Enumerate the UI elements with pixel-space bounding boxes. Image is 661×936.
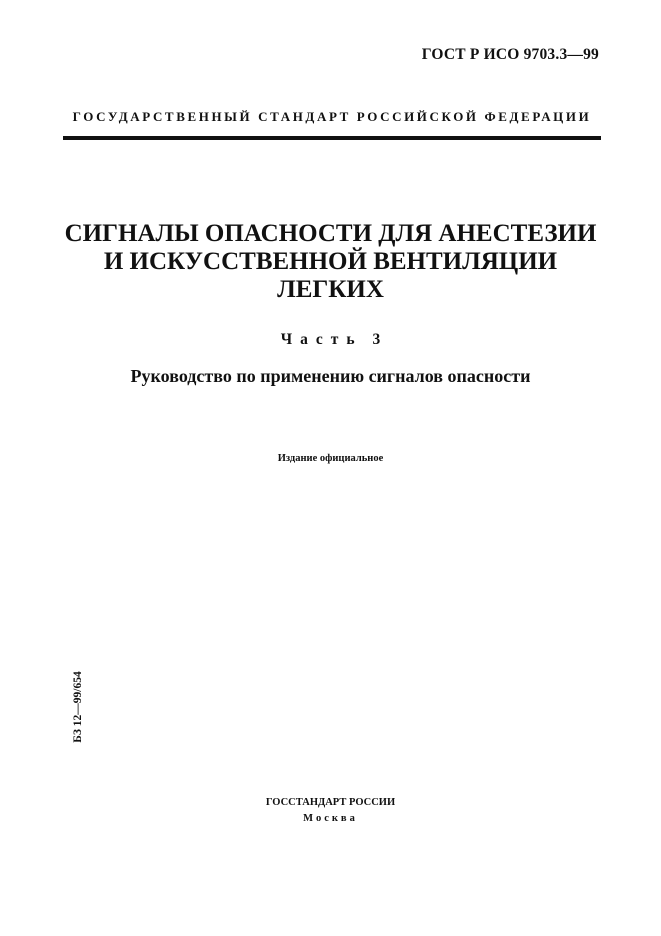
part-label: Часть bbox=[280, 331, 363, 348]
header-rule bbox=[63, 136, 601, 140]
part-heading bbox=[0, 331, 661, 349]
part-number: 3 bbox=[372, 331, 381, 348]
document-subtitle: Руководство по применению сигналов опасности bbox=[130, 366, 531, 386]
publisher-name: ГОССТАНДАРТ РОССИИ bbox=[265, 797, 396, 808]
title-line-1: СИГНАЛЫ ОПАСНОСТИ ДЛЯ АНЕСТЕЗИИ bbox=[64, 220, 597, 247]
publisher-city: Москва bbox=[303, 813, 358, 824]
document-number: ГОСТ Р ИСО 9703.3—99 bbox=[421, 46, 599, 63]
title-line-2: И ИСКУССТВЕННОЙ ВЕНТИЛЯЦИИ bbox=[103, 248, 558, 275]
standard-header: ГОСУДАРСТВЕННЫЙ СТАНДАРТ РОССИЙСКОЙ ФЕДЕРАЦИИ bbox=[72, 109, 592, 124]
title-line-3: ЛЕГКИХ bbox=[277, 276, 384, 303]
side-code: БЗ 12—99/654 bbox=[72, 671, 84, 743]
edition-label: Издание официальное bbox=[277, 453, 384, 464]
document-title bbox=[40, 220, 621, 304]
